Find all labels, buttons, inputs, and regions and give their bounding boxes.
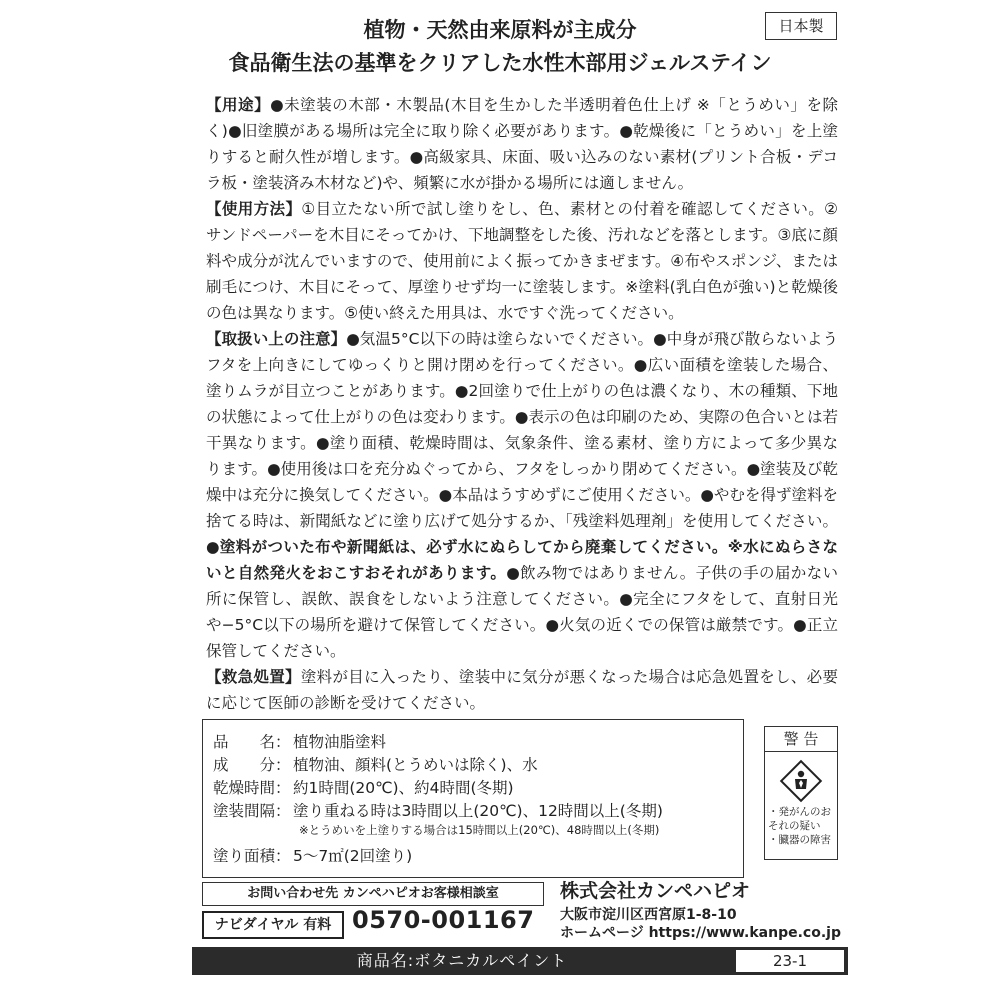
made-in-label: 日本製 (765, 12, 837, 40)
warning-line: ・臓器の障害 (768, 834, 831, 846)
warning-text (768, 805, 836, 847)
headline-line-1: 植物・天然由来原料が主成分 (363, 18, 637, 42)
method-text: ①目立たない所で試し塗りをし、色、素材との付着を確認してください。②サンドペーパーを木目にそってかけ、下地調整をした後、汚れなどを落とします。③底に顔料や成分が沈んでいますので、使用前によく振ってかきまぜます。④布やスポンジ、または刷毛につけ、木目にそって、厚塗りせず均一に塗装します。※塗料(乳白色が強い)と乾燥後の色は異なります。⑤使い終えた用具は、水ですぐ洗ってください。 (206, 200, 838, 322)
spec-key: 塗り面積： (213, 847, 291, 865)
spec-value: 塗り重ねる時は3時間以上(20℃)、12時間以上(冬期) (293, 802, 663, 820)
spec-key: 塗装間隔： (213, 802, 291, 820)
caution-text-bold: ●塗料がついた布や新聞紙は、必ず水にぬらしてから廃棄してください。※水にぬらさないと自然発火をおこすおそれがあります。 (206, 538, 838, 582)
inquiry-label: お問い合わせ先 カンペハピオお客様相談室 (202, 882, 544, 906)
health-hazard-icon (779, 759, 823, 803)
spec-value: 5〜7㎡(2回塗り) (293, 847, 413, 865)
spec-box (202, 719, 744, 878)
caution-text-a: ●気温5°C以下の時は塗らないでください。●中身が飛び散らないようフタを上向きにしてゆっくりと開け閉めを行ってください。●広い面積を塗装した場合、塗りムラが目立つことがあります。●2回塗りで仕上がりの色は濃くなり、木の種類、下地の状態によって仕上がりの色は変わります。●表示の色は印刷のため、実際の色合いとは若干異なります。●塗り面積、乾燥時間は、気象条件、塗る素材、塗り方によって多少異なります。●使用後は口を充分ぬぐってから、フタをしっかり閉めてください。●塗装及び乾燥中は充分に換気してください。●本品はうすめずにご使用ください。●やむを得ず塗料を捨てる時は、新聞紙などに塗り広げて処分するか、「残塗料処理剤」を使用してください。 (206, 330, 838, 530)
warning-box (764, 726, 838, 860)
caution-text-b: ●飲み物ではありません。子供の手の届かない所に保管し、誤飲、誤食をしないよう注意してください。●完全にフタをして、直射日光や−5°C以下の場所を避けて保管してください。●火気の近くでの保管は厳禁です。●正立保管してください。 (206, 564, 838, 660)
headline-line-2: 食品衛生法の基準をクリアした水性木部用ジェルステイン (228, 51, 772, 75)
spec-row (213, 799, 663, 821)
spec-row (213, 776, 514, 798)
product-code: 23-1 (736, 950, 844, 972)
firstaid-section (206, 664, 838, 716)
spec-row (213, 844, 412, 866)
method-section (206, 196, 838, 326)
usage-label: 【用途】 (206, 96, 271, 114)
homepage-url: ホームページ https://www.kanpe.co.jp (560, 925, 841, 941)
firstaid-text: 塗料が目に入ったり、塗装中に気分が悪くなった場合は応急処置をし、必要に応じて医師の診断を受けてください。 (206, 668, 838, 712)
spec-row (213, 753, 538, 775)
spec-value: 植物油脂塗料 (293, 733, 387, 751)
company-address: 大阪市淀川区西宮原1-8-10 (560, 907, 737, 923)
warning-title: 警 告 (765, 727, 837, 752)
spec-value: 約1時間(20℃)、約4時間(冬期) (293, 779, 514, 797)
navi-dial-badge: ナビダイヤル 有料 (202, 911, 344, 939)
phone-number: 0570-001167 (352, 906, 535, 934)
spec-key: 品 名： (213, 733, 291, 751)
spec-value: 植物油、顔料(とうめいは除く)、水 (293, 756, 538, 774)
caution-label: 【取扱い上の注意】 (206, 330, 347, 348)
spec-note: ※とうめいを上塗りする場合は15時間以上(20℃)、48時間以上(冬期) (299, 823, 660, 837)
company-name: 株式会社カンペハピオ (560, 880, 751, 902)
product-name: 商品名:ボタニカルペイント (356, 951, 568, 970)
product-bar (192, 947, 848, 975)
firstaid-label: 【救急処置】 (206, 668, 301, 686)
spec-key: 乾燥時間： (213, 779, 291, 797)
spec-key: 成 分： (213, 756, 291, 774)
spec-row (213, 730, 386, 752)
usage-text: ●未塗装の木部・木製品(木目を生かした半透明着色仕上げ ※「とうめい」を除く)●旧塗膜がある場所は完全に取り除く必要があります。●乾燥後に「とうめい」を上塗りすると耐久性が増します。●高級家具、床面、吸い込みのない素材(プリント合板・デコラ板・塗装済み木材など)や、頻繁に水が掛かる場所には適しません。 (206, 96, 838, 192)
warning-line: ・発がんのおそれの疑い (768, 806, 831, 832)
caution-section (206, 326, 838, 664)
method-label: 【使用方法】 (206, 200, 302, 218)
usage-section (206, 92, 838, 196)
